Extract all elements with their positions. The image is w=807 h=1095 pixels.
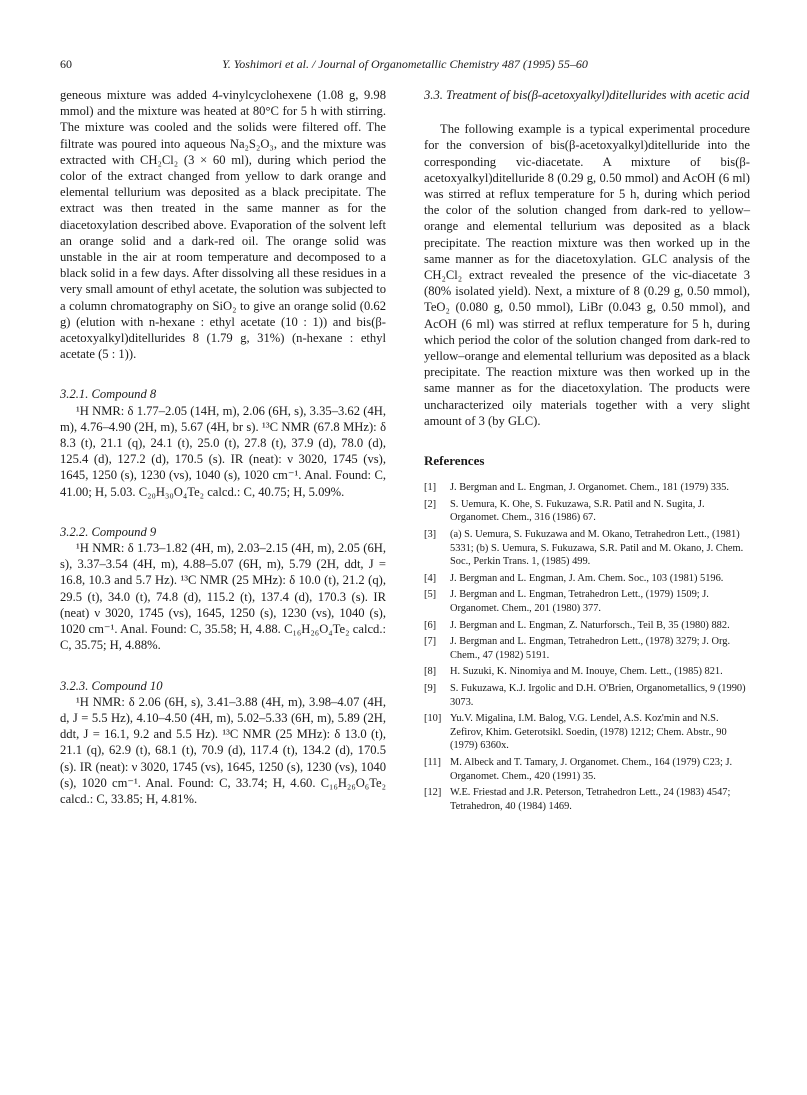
reference-text: M. Albeck and T. Tamary, J. Organomet. Chem., 164 (1979) C23; J. Organomet. Chem., 420 (1991) 35. [450, 756, 733, 782]
page-number: 60 [60, 57, 72, 71]
reference-number: [9] [424, 682, 437, 694]
reference-text: (a) S. Uemura, S. Fukuzawa and M. Okano, Tetrahedron Lett., (1981) 5331; (b) S. Uemura, S. Fukuzawa, S.R. Patil and M. Okano, J. Chem. Soc., Perkin Trans. 1, (1985) 499. [450, 529, 744, 568]
reference-number: [1] [424, 482, 437, 494]
reference-number: [4] [424, 572, 437, 584]
reference-number: [10] [424, 713, 442, 725]
reference-item [424, 498, 750, 525]
reference-number: [6] [424, 619, 437, 631]
section-3-2-3-heading: 3.2.3. Compound 10 [60, 678, 163, 693]
reference-item [424, 572, 750, 586]
intro-paragraph: geneous mixture was added 4-vinylcyclohexene (1.08 g, 9.98 mmol) and the mixture was heated at 80°C for 5 h with stirring. The mixture was cooled and the solids were filtered off. The filtrate was poured into aqueous Na₂S₂O₃, and the mixture was extracted with CH₂Cl₂ (3 × 60 ml), during which period the color of the extract changed from yellow to dark orange and elemental tellurium was deposited as a black precipitate. The extract was then treated in the same manner as for the diacetoxylation described above. Evaporation of the solvent left an orange solid and a dark-red oil. The orange solid was unstable in the air at room temperature and decomposed to a black solid in a few days. After dissolving all these residues in a very small amount of ethyl acetate, the solution was subjected to a column chromatography on SiO₂ to give an orange solid (0.62 g) (elution with n-hexane : ethyl acetate (10 : 1)) and bis(β-acetoxyalkyl)ditellurides 8 (1.79 g, 31%) (n-hexane : ethyl acetate (5 : 1)). [60, 88, 386, 362]
reference-text: J. Bergman and L. Engman, Tetrahedron Lett., (1979) 1509; J. Organomet. Chem., 201 (1980) 377. [450, 589, 709, 615]
reference-text: Yu.V. Migalina, I.M. Balog, V.G. Lendel, A.S. Koz'min and N.S. Zefirov, Khim. Geterotsikl. Soedin, (1978) 1212; Chem. Abstr., 90 (1979) 6360x. [450, 713, 727, 752]
references-list [424, 481, 750, 813]
reference-number: [7] [424, 636, 437, 648]
right-column [424, 87, 750, 816]
reference-text: J. Bergman and L. Engman, Z. Naturforsch., Teil B, 35 (1980) 882. [450, 619, 730, 631]
reference-text: J. Bergman and L. Engman, J. Organomet. Chem., 181 (1979) 335. [450, 482, 729, 494]
reference-item [424, 682, 750, 709]
reference-item [424, 665, 750, 679]
reference-text: S. Uemura, K. Ohe, S. Fukuzawa, S.R. Patil and N. Sugita, J. Organomet. Chem., 316 (1986) 67. [450, 498, 705, 524]
running-title: Y. Yoshimori et al. / Journal of Organometallic Chemistry 487 (1995) 55–60 [222, 57, 588, 71]
left-column [60, 87, 386, 807]
reference-item [424, 588, 750, 615]
reference-text: W.E. Friestad and J.R. Peterson, Tetrahedron Lett., 24 (1983) 4547; Tetrahedron, 40 (1984) 1469. [450, 787, 731, 812]
section-3-2-3-body: ¹H NMR: δ 2.06 (6H, s), 3.41–3.88 (4H, m), 3.98–4.07 (4H, d, J = 5.5 Hz), 4.10–4.50 (4H, m), 5.02–5.33 (6H, m), 5.89 (2H, ddt, J = 16.1, 9.2 and 5.5 Hz). ¹³C NMR (25 MHz): δ 13.0 (t), 21.1 (q), 62.9 (t), 68.1 (t), 70.9 (d), 117.4 (t), 134.2 (d), 170.5 (s). IR (neat): ν 3020, 1745 (vs), 1645, 1250 (s), 1230 (vs), 1040 (s), 1020 cm⁻¹. Anal. Found: C, 33.74; H, 4.60. C₁₆H₂₆O₆Te₂ calcd.: C, 33.85; H, 4.81%. [60, 694, 386, 806]
reference-item [424, 786, 750, 813]
reference-item [424, 635, 750, 662]
reference-item [424, 756, 750, 783]
section-3-3-heading: 3.3. Treatment of bis(β-acetoxyalkyl)ditellurides with acetic acid [424, 88, 750, 102]
reference-item [424, 481, 750, 495]
section-3-2-1-body: ¹H NMR: δ 1.77–2.05 (14H, m), 2.06 (6H, s), 3.35–3.62 (4H, m), 4.76–4.90 (2H, m), 5.67 (4H, br s). ¹³C NMR (67.8 MHz): δ 8.3 (t), 21.1 (q), 24.1 (t), 25.0 (t), 27.8 (t), 37.9 (d), 78.0 (d), 125.4 (d), 127.2 (d), 170.5 (s). IR (neat): ν 3020, 1745 (vs), 1645, 1250 (s), 1230 (vs), 1040 (s), 1020 cm⁻¹. Anal. Found: C, 41.00; H, 5.03. C₂₀H₃₀O₄Te₂ calcd.: C, 40.75; H, 5.09%. [60, 403, 386, 499]
reference-text: J. Bergman and L. Engman, J. Am. Chem. Soc., 103 (1981) 5196. [450, 572, 724, 584]
running-header [60, 57, 750, 73]
reference-text: H. Suzuki, K. Ninomiya and M. Inouye, Chem. Lett., (1985) 821. [450, 666, 723, 678]
reference-number: [5] [424, 589, 437, 601]
reference-number: [8] [424, 666, 437, 678]
reference-number: [11] [424, 756, 441, 768]
section-3-2-1-heading: 3.2.1. Compound 8 [60, 387, 157, 402]
reference-number: [12] [424, 787, 442, 799]
reference-number: [3] [424, 529, 437, 541]
reference-item [424, 528, 750, 569]
reference-item [424, 619, 750, 633]
section-3-3-body: The following example is a typical experimental procedure for the conversion of bis(β-acetoxyalkyl)ditelluride into the corresponding vic-diacetate. A mixture of bis(β-acetoxyalkyl)ditelluride 8 (0.29 g, 0.50 mmol) and AcOH (6 ml) was stirred at reflux temperature for 5 h, during which period the color of the solution changed from dark-red to yellow–orange and elemental tellurium was deposited as a black precipitate. The reaction mixture was then worked up in the same manner as for the diacetoxylation. GLC analysis of the CH₂Cl₂ extract revealed the presence of the vic-diacetate 3 (80% isolated yield). Next, a mixture of 8 (0.29 g, 0.50 mmol), TeO₂ (0.080 g, 0.50 mmol), LiBr (0.043 g, 0.50 mmol), and AcOH (6 ml) was stirred at reflux temperature for 5 h, during which period the color of the solution changed from dark-red to yellow–orange and elemental tellurium was deposited as a black precipitate. The reaction mixture was then worked up in the same manner as for the diacetoxylation. The products were uncharacterized oily materials together with a very slight amount of 3 (by GLC). [424, 122, 750, 428]
references-heading: References [424, 453, 485, 469]
section-3-2-2-body: ¹H NMR: δ 1.73–1.82 (4H, m), 2.03–2.15 (4H, m), 2.05 (6H, s), 3.37–3.54 (4H, m), 4.88–5.07 (6H, m), 5.79 (2H, ddt, J = 16.8, 10.3 and 5.7 Hz). ¹³C NMR (25 MHz): δ 10.0 (t), 21.2 (q), 29.5 (t), 34.0 (t), 74.8 (d), 115.2 (t), 137.4 (d), 170.3 (s). IR (neat) ν 3020, 1745 (vs), 1645, 1250 (s), 1230 (vs), 1040 (s), 1020 cm⁻¹. Anal. Found: C, 35.58; H, 4.88. C₁₆H₂₆O₄Te₂ calcd.: C, 35.75; H, 4.88%. [60, 541, 386, 653]
section-3-2-2-heading: 3.2.2. Compound 9 [60, 524, 157, 539]
reference-item [424, 712, 750, 753]
reference-text: J. Bergman and L. Engman, Tetrahedron Lett., (1978) 3279; J. Org. Chem., 47 (1982) 5191. [450, 636, 731, 661]
reference-text: S. Fukuzawa, K.J. Irgolic and D.H. O'Brien, Organometallics, 9 (1990) 3073. [450, 682, 746, 708]
reference-number: [2] [424, 498, 437, 510]
